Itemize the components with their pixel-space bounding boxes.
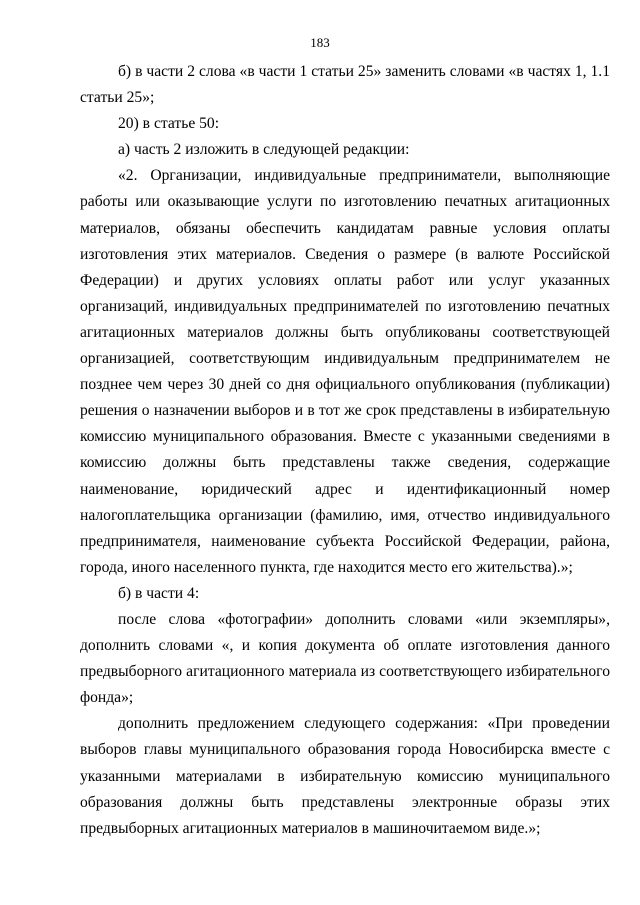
paragraph-amend-part-2: б) в части 2 слова «в части 1 статьи 25» заменить словами «в частях 1, 1.1 статьи 25»; — [80, 63, 610, 107]
paragraph-part-2-new-wording: а) часть 2 изложить в следующей редакции: — [118, 141, 410, 159]
paragraph-quoted-part-2: «2. Организации, индивидуальные предприниматели, выполняющие работы или оказывающие услуги по изготовлению печатных агитационных материалов, обязаны обеспечить кандидатам равные условия оплаты изготовления этих материалов. Сведения о размере (в валюте Российской Федерации) и других условиях оплаты работ или услуг указанных организаций, индивидуальных предпринимателей по изготовлению печатных агитационных материалов должны быть опубликованы соответствующей организацией, соответствующим индивидуальным предпринимателем не позднее чем через 30 дней со дня официального опубликования (публикации) решения о назначении выборов и в тот же срок представлены в избирательную комиссию муниципального образования. Вместе с указанными сведениями в комиссию должны быть представлены также сведения, содержащие наименование, юридический адрес и идентификационный номер налогоплательщика организации (фамилию, имя, отчество индивидуального предпринимателя, наименование субъекта Российской Федерации, района, города, иного населенного пункта, где находится место его жительства).»; — [80, 167, 610, 576]
document-body — [80, 59, 610, 842]
paragraph-article-50: 20) в статье 50: — [118, 115, 220, 133]
paragraph-add-sentence: дополнить предложением следующего содержания: «При проведении выборов главы муниципального образования города Новосибирска вместе с указанными материалами в избирательную комиссию муниципального образования должны быть представлены электронные образы этих предвыборных агитационных материалов в машиночитаемом виде.»; — [80, 715, 610, 837]
paragraph-photographs-amendment: после слова «фотографии» дополнить словами «или экземпляры», дополнить словами «, и копия документа об оплате изготовления данного предвыборного агитационного материала из соответствующего избирательного фонда»; — [80, 610, 610, 707]
paragraph-part-4: б) в части 4: — [118, 584, 200, 602]
page-number: 183 — [310, 35, 330, 50]
